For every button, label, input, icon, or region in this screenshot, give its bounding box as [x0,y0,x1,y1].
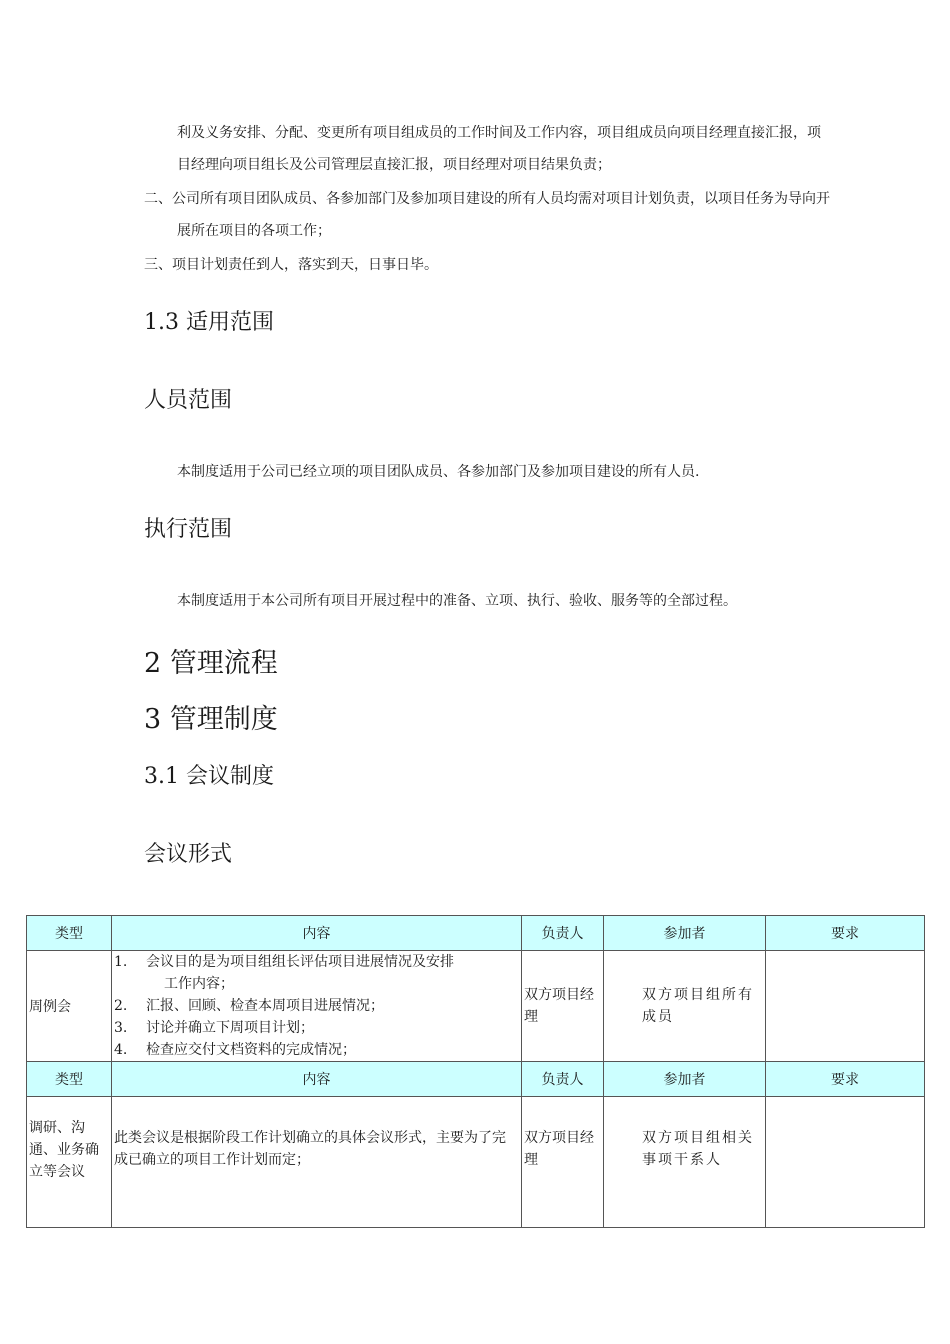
section-3-1-title: 3.1 会议制度 [144,764,274,789]
intro-item-2-line-2: 展所在项目的各项工作； [177,223,331,239]
list-item: 2. 汇报、回顾、检查本周项目进展情况； [114,998,384,1014]
intro-line-1: 利及义务安排、分配、变更所有项目组成员的工作时间及工作内容，项目组成员向项目经理直接汇报，项 [177,125,821,141]
table-row [27,1097,925,1228]
cell-owner: 双方项目经理 [522,951,604,1062]
execution-scope-text: 本制度适用于本公司所有项目开展过程中的准备、立项、执行、验收、服务等的全部过程。 [177,593,737,609]
section-2-title: 2 管理流程 [144,648,278,679]
meeting-form-heading: 会议形式 [144,842,233,867]
content-list [114,951,519,1061]
cell-participants: 双方项目组相关事项干系人 [604,1097,766,1228]
cell-requirement [766,1097,925,1228]
header-participants: 参加者 [604,916,766,951]
meeting-table [26,915,925,1228]
personnel-scope-text: 本制度适用于公司已经立项的项目团队成员、各参加部门及参加项目建设的所有人员. [177,464,700,480]
cell-type: 周例会 [27,951,112,1062]
cell-requirement [766,951,925,1062]
header-requirement: 要求 [766,916,925,951]
header-participants: 参加者 [604,1062,766,1097]
intro-item-3: 三、项目计划责任到人，落实到天，日事日毕。 [144,257,438,273]
header-type: 类型 [27,916,112,951]
cell-type: 调研、沟通、业务确立等会议 [27,1097,112,1228]
header-content: 内容 [112,1062,522,1097]
list-item: 4. 检查应交付文档资料的完成情况； [114,1042,356,1058]
list-item: 1. 会议目的是为项目组组长评估项目进展情况及安排 工作内容； [114,954,454,992]
header-owner: 负责人 [522,916,604,951]
execution-scope-heading: 执行范围 [144,517,233,542]
list-item: 3. 讨论并确立下周项目计划； [114,1020,314,1036]
cell-content [112,951,522,1062]
cell-participants: 双方项目组所有成员 [604,951,766,1062]
table-header-row-repeat [27,1062,925,1097]
header-content: 内容 [112,916,522,951]
table-row [27,951,925,1062]
cell-owner: 双方项目经理 [522,1097,604,1228]
header-owner: 负责人 [522,1062,604,1097]
intro-line-2: 目经理向项目组长及公司管理层直接汇报，项目经理对项目结果负责； [177,157,611,173]
intro-item-2-line-1: 二、公司所有项目团队成员、各参加部门及参加项目建设的所有人员均需对项目计划负责，以项目任务为导向开 [144,191,830,207]
cell-content: 此类会议是根据阶段工作计划确立的具体会议形式，主要为了完成已确立的项目工作计划而定； [112,1097,522,1228]
header-type: 类型 [27,1062,112,1097]
section-3-title: 3 管理制度 [144,704,278,735]
table-header-row [27,916,925,951]
section-1-3-title: 1.3 适用范围 [144,310,274,335]
header-requirement: 要求 [766,1062,925,1097]
personnel-scope-heading: 人员范围 [144,388,233,413]
